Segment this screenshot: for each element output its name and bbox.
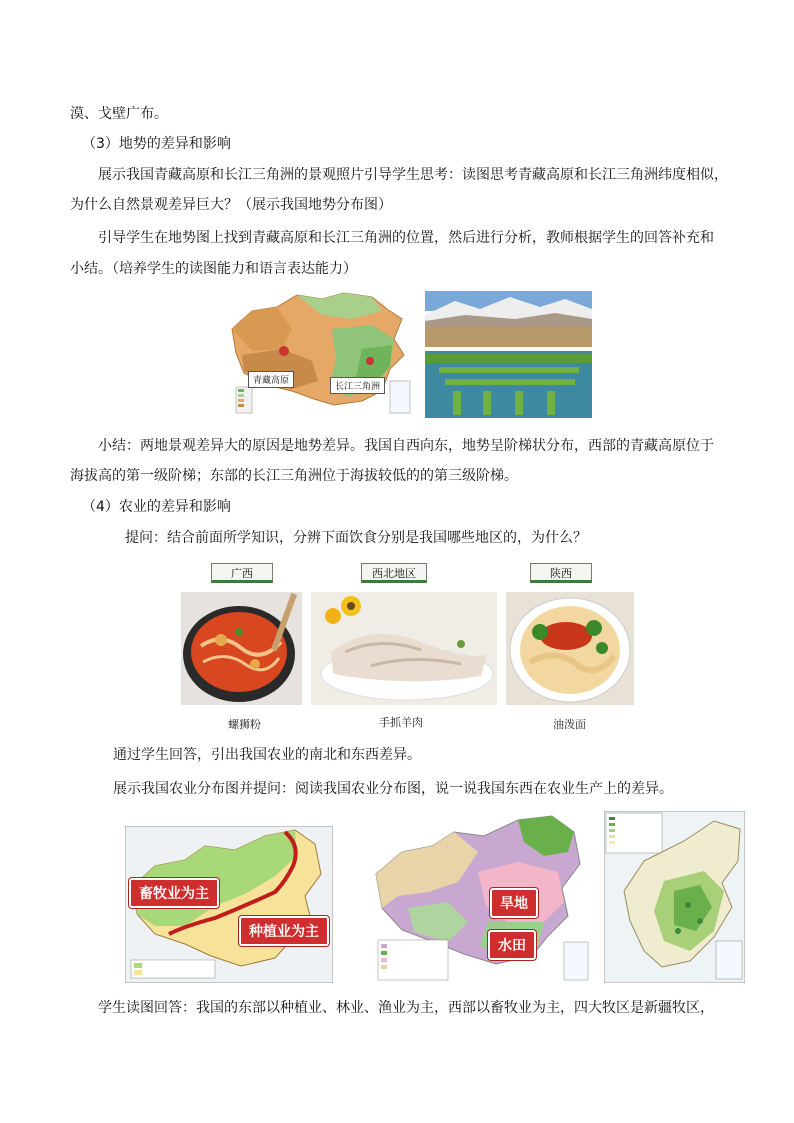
- map-label-changjiang: 长江三角洲: [330, 377, 385, 394]
- paragraph-line: 引导学生在地势图上找到青藏高原和长江三角洲的位置，然后进行分析，教师根据学生的回答补充和: [98, 230, 714, 246]
- map-label-crop-farming: 种植业为主: [239, 916, 329, 946]
- food-dish-caption: 油泼面: [553, 718, 586, 731]
- paragraph-line: 小结。（培养学生的读图能力和语言表达能力）: [70, 261, 357, 277]
- food-region-tag: 广西: [211, 563, 273, 583]
- agriculture-map-1: [125, 826, 333, 983]
- shouzhuayangrou-photo: [311, 592, 497, 705]
- paragraph-line: 为什么自然景观差异巨大？（展示我国地势分布图）: [70, 197, 392, 213]
- paragraph-line: 展示我国农业分布图并提问：阅读我国农业分布图，说一说我国东西在农业生产上的差异。: [113, 781, 673, 797]
- paragraph-line: 提问：结合前面所学知识，分辨下面饮食分别是我国哪些地区的，为什么？: [125, 530, 587, 546]
- paragraph-line: 展示我国青藏高原和长江三角洲的景观照片引导学生思考：读图思考青藏高原和长江三角洲纬度相似，: [98, 167, 728, 183]
- map-label-animal-husbandry: 畜牧业为主: [129, 878, 219, 908]
- paragraph-line: 学生读图回答：我国的东部以种植业、林业、渔业为主，西部以畜牧业为主，四大牧区是新疆牧区，: [98, 1000, 714, 1016]
- youpomian-photo: [506, 592, 634, 705]
- paragraph-line: 漠、戈壁广布。: [70, 106, 168, 122]
- section-heading: （4）农业的差异和影响: [82, 499, 231, 515]
- paragraph-line: 小结：两地景观差异大的原因是地势差异。我国自西向东，地势呈阶梯状分布，西部的青藏高原位于: [98, 438, 714, 454]
- plateau-photo: [425, 291, 592, 347]
- map-label-qingzang: 青藏高原: [248, 371, 294, 388]
- paragraph-line: 通过学生回答，引出我国农业的南北和东西差异。: [113, 747, 421, 763]
- paragraph-line: 海拔高的第一级阶梯；东部的长江三角洲位于海拔较低的的第三级阶梯。: [70, 468, 518, 484]
- map-label-paddy: 水田: [488, 930, 536, 960]
- luosifen-photo: [181, 592, 302, 705]
- delta-photo: [425, 351, 592, 418]
- food-dish-caption: 螺狮粉: [228, 718, 261, 731]
- map-label-dryland: 旱地: [490, 888, 538, 918]
- food-region-tag: 西北地区: [361, 563, 427, 583]
- terrain-map: [222, 289, 414, 419]
- agriculture-map-2: [368, 812, 593, 984]
- agriculture-map-3: [604, 811, 745, 983]
- food-dish-caption: 手抓羊肉: [379, 716, 423, 729]
- section-heading: （3）地势的差异和影响: [82, 136, 231, 152]
- food-region-tag: 陕西: [530, 563, 592, 583]
